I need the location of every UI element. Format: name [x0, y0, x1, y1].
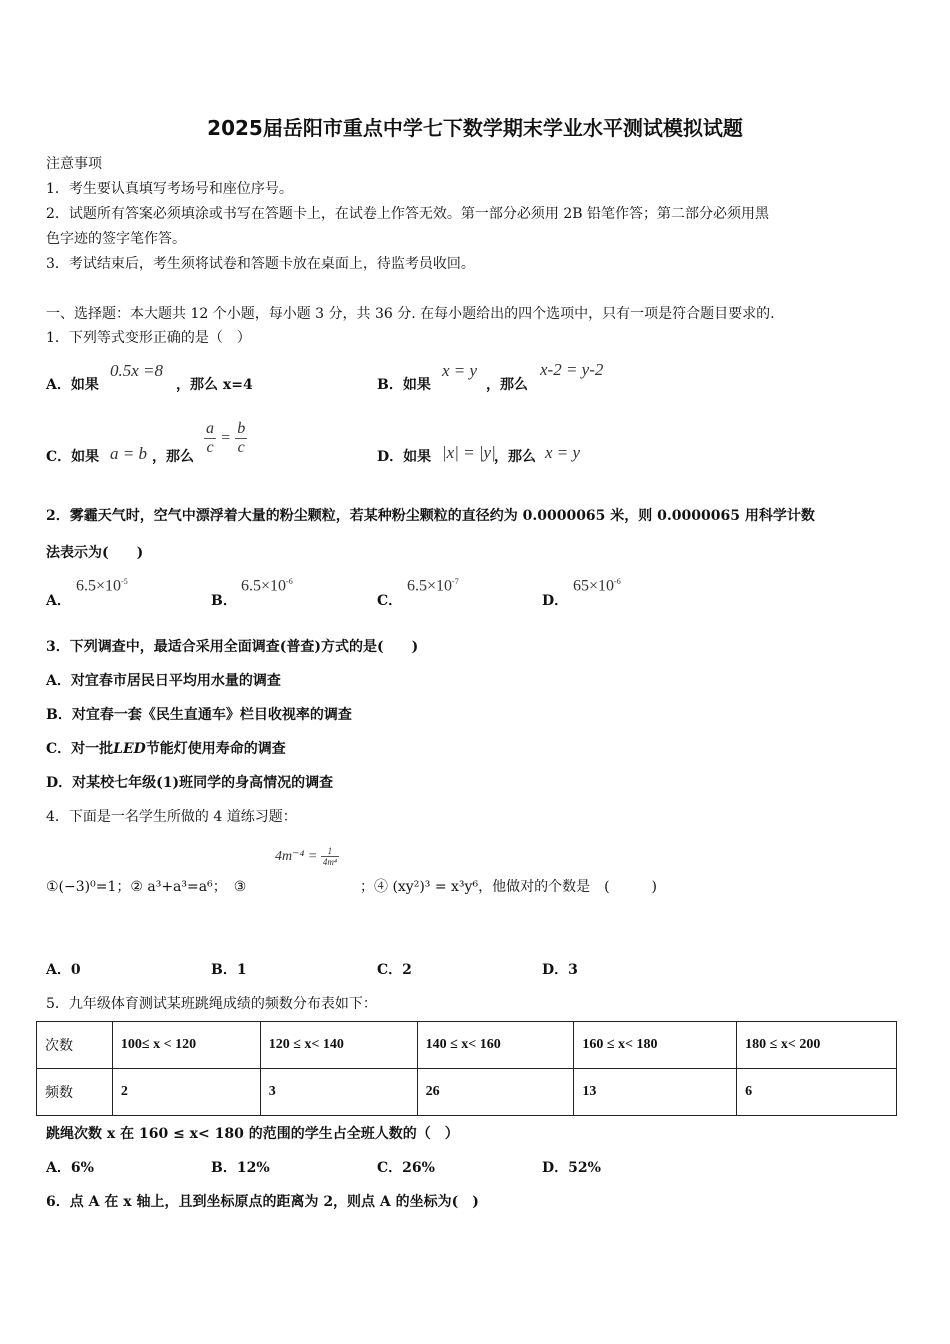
question-3-stem: 3．下列调查中，最适合采用全面调查(普查)方式的是( ) — [46, 639, 419, 655]
section-heading: 一、选择题：本大题共 12 个小题，每小题 3 分，共 36 分. 在每小题给出的四个选项中，只有一项是符合题目要求的. — [46, 306, 775, 322]
notice-item: 1．考生要认真填写考场号和座位序号。 — [46, 181, 293, 197]
q1-option-c-mid: ，那么 — [152, 449, 194, 465]
q1-option-d-math: |x| = |y| — [442, 443, 496, 462]
table-cell: 频数 — [37, 1069, 113, 1116]
q1-option-c-math: a = b — [110, 444, 147, 463]
q1-option-b-math2: x-2 = y-2 — [540, 360, 604, 379]
q1-option-b-math: x = y — [442, 361, 478, 380]
table-row — [37, 1022, 897, 1069]
q5-question: 跳绳次数 x 在 160 ≤ x< 180 的范围的学生占全班人数的（ ） — [46, 1126, 459, 1142]
q1-option-c-fraction-equation: $\frac{a}{c}$ = $\frac{b}{c}$ — [206, 420, 246, 456]
q2-option-a-label: A． — [46, 593, 71, 609]
q3-option-b: B．对宜春一套《民生直通车》栏目收视率的调查 — [46, 707, 352, 723]
q2-option-d-label: D． — [542, 593, 569, 609]
q3-option-c: C．对一批LED节能灯使用寿命的调查 — [46, 741, 286, 757]
question-2-stem-line1: 2．雾霾天气时，空气中漂浮着大量的粉尘颗粒，若某种粉尘颗粒的直径约为 0.0000065 米，则 0.0000065 用科学计数 — [46, 508, 815, 524]
question-2-stem-line2: 法表示为( ) — [46, 545, 144, 561]
table-cell: 2 — [112, 1069, 260, 1116]
q1-option-d-label: D．如果 — [377, 449, 432, 465]
q1-option-a-label: A．如果 — [46, 377, 99, 393]
q1-option-a-result: ，那么 x=4 — [176, 377, 253, 393]
question-6-stem: 6．点 A 在 x 轴上，且到坐标原点的距离为 2，则点 A 的坐标为( ) — [46, 1194, 479, 1210]
q4-option-a: A．0 — [46, 962, 81, 978]
q4-option-d: D．3 — [542, 962, 578, 978]
q1-option-b-mid: ，那么 — [486, 377, 528, 393]
notice-item: 2．试题所有答案必须填涂或书写在答题卡上，在试卷上作答无效。第一部分必须用 2B 铅笔作答；第二部分必须用黑 — [46, 206, 769, 222]
q3-option-d: D．对某校七年级(1)班同学的身高情况的调查 — [46, 775, 334, 791]
table-cell: 次数 — [37, 1022, 113, 1069]
table-cell: 3 — [260, 1069, 417, 1116]
q1-option-c-label: C．如果 — [46, 449, 100, 465]
table-cell: 160 ≤ x< 180 — [574, 1022, 737, 1069]
q5-option-c: C．26% — [377, 1160, 435, 1176]
q5-option-b: B．12% — [211, 1160, 270, 1176]
table-cell: 26 — [417, 1069, 574, 1116]
q1-option-a-math: 0.5x =8 — [110, 361, 164, 380]
q2-option-c-math: $6.5\times 10^{-7}$ — [407, 577, 459, 595]
table-row — [37, 1069, 897, 1116]
notice-item: 3．考试结束后，考生须将试卷和答题卡放在桌面上，待监考员收回。 — [46, 256, 475, 272]
table-cell: 13 — [574, 1069, 737, 1116]
frequency-table — [36, 1021, 897, 1116]
q1-option-d-math2: x = y — [545, 443, 581, 462]
q1-option-b-label: B．如果 — [377, 377, 431, 393]
q2-option-b-label: B． — [211, 593, 237, 609]
q4-items-pre: ①(−3)⁰=1；② a³+a³=a⁶； ③ — [46, 879, 247, 895]
q2-option-d-math: $65\times 10^{-6}$ — [573, 577, 621, 595]
table-cell: 120 ≤ x< 140 — [260, 1022, 417, 1069]
table-cell: 140 ≤ x< 160 — [417, 1022, 574, 1069]
question-5-stem: 5．九年级体育测试某班跳绳成绩的频数分布表如下： — [46, 996, 377, 1012]
q3-option-a: A．对宜春市居民日平均用水量的调查 — [46, 673, 281, 689]
page-title: 2025届岳阳市重点中学七下数学期末学业水平测试模拟试题 — [207, 116, 743, 140]
q4-item3-math: 4m⁻⁴ = $\frac{1}{\text{4m⁴}}$ — [275, 846, 337, 867]
table-cell: 6 — [737, 1069, 897, 1116]
q4-option-b: B．1 — [211, 962, 247, 978]
q1-option-d-mid: ，那么 — [494, 449, 536, 465]
q2-option-a-math: $6.5\times 10^{-5}$ — [76, 577, 128, 595]
notice-heading: 注意事项 — [46, 156, 102, 172]
notice-item: 色字迹的签字笔作答。 — [46, 231, 186, 247]
q5-option-a: A．6% — [46, 1160, 94, 1176]
table-cell: 100≤ x < 120 — [112, 1022, 260, 1069]
q4-items-post: ；④ (xy²)³ = x³y⁶，他做对的个数是 ( ) — [360, 879, 657, 895]
question-1-stem: 1．下列等式变形正确的是（ ） — [46, 330, 251, 346]
q2-option-b-math: $6.5\times 10^{-6}$ — [241, 577, 293, 595]
table-cell: 180 ≤ x< 200 — [737, 1022, 897, 1069]
q5-option-d: D．52% — [542, 1160, 601, 1176]
question-4-stem: 4．下面是一名学生所做的 4 道练习题： — [46, 809, 297, 825]
q4-option-c: C．2 — [377, 962, 412, 978]
q2-option-c-label: C． — [377, 593, 403, 609]
